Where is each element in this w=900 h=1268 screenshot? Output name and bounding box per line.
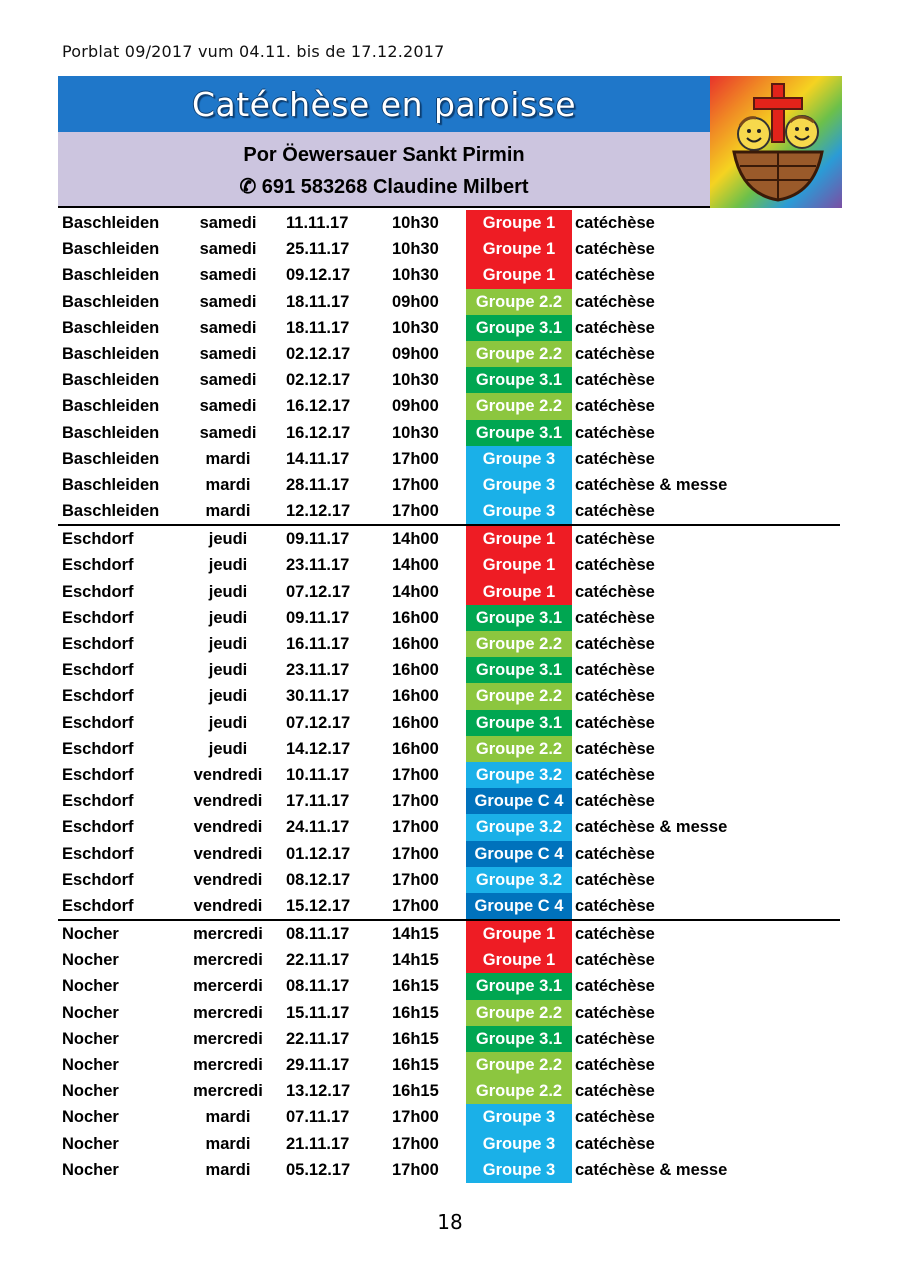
table-row bbox=[58, 552, 840, 578]
place-cell: Baschleiden bbox=[62, 449, 160, 468]
table-row bbox=[58, 867, 840, 893]
parish-name: Por Öewersauer Sankt Pirmin bbox=[243, 144, 525, 166]
place-cell: Baschleiden bbox=[62, 214, 160, 232]
date-cell: 02.12.17 bbox=[286, 371, 351, 390]
time-cell: 17h00 bbox=[392, 1134, 439, 1153]
day-cell: vendredi bbox=[193, 870, 263, 889]
contact-phone: 691 583268 Claudine Milbert bbox=[261, 176, 529, 198]
date-cell: 02.12.17 bbox=[286, 344, 351, 363]
table-row bbox=[58, 498, 840, 524]
date-cell: 12.12.17 bbox=[286, 502, 351, 521]
time-cell: 14h15 bbox=[392, 951, 439, 970]
table-row bbox=[58, 315, 840, 341]
place-cell: Baschleiden bbox=[62, 266, 160, 285]
group-badge: Groupe 3 bbox=[466, 1104, 572, 1130]
activity-cell: catéchèse & messe bbox=[575, 818, 728, 837]
time-cell: 14h15 bbox=[392, 925, 439, 944]
table-row bbox=[58, 341, 840, 367]
place-cell: Baschleiden bbox=[62, 502, 160, 521]
place-cell: Nocher bbox=[62, 951, 119, 970]
date-cell: 09.11.17 bbox=[286, 530, 350, 549]
table-row bbox=[58, 841, 840, 867]
day-cell: jeudi bbox=[208, 739, 248, 758]
activity-cell: catéchèse bbox=[575, 582, 655, 601]
time-cell: 10h30 bbox=[392, 423, 439, 442]
date-cell: 29.11.17 bbox=[286, 1056, 350, 1074]
place-cell: Eschdorf bbox=[62, 530, 134, 549]
group-badge: Groupe 3.1 bbox=[466, 605, 572, 631]
table-row bbox=[58, 236, 840, 262]
table-row bbox=[58, 657, 840, 683]
table-row bbox=[58, 262, 840, 288]
place-cell: Baschleiden bbox=[62, 423, 160, 442]
group-badge: Groupe 3.1 bbox=[466, 420, 572, 446]
boat-cross-children-logo bbox=[710, 76, 842, 208]
place-cell: Baschleiden bbox=[62, 318, 160, 337]
contact-banner bbox=[58, 132, 710, 208]
group-badge: Groupe 3.1 bbox=[466, 657, 572, 683]
group-badge: Groupe 1 bbox=[466, 210, 572, 236]
group-badge: Groupe 3.2 bbox=[466, 867, 572, 893]
table-row bbox=[58, 446, 840, 472]
place-cell: Baschleiden bbox=[62, 475, 160, 494]
time-cell: 17h00 bbox=[392, 818, 439, 837]
time-cell: 09h00 bbox=[392, 292, 439, 311]
day-cell: mercredi bbox=[193, 1003, 263, 1022]
page-title: Catéchèse en paroisse bbox=[191, 84, 577, 124]
activity-cell: catéchèse bbox=[575, 397, 655, 416]
table-row bbox=[58, 1104, 840, 1130]
date-cell: 09.11.17 bbox=[286, 608, 350, 627]
time-cell: 14h00 bbox=[392, 556, 439, 575]
date-cell: 14.11.17 bbox=[286, 449, 350, 468]
day-cell: samedi bbox=[199, 423, 257, 442]
group-badge: Groupe 2.2 bbox=[466, 341, 572, 367]
phone-icon: ✆ bbox=[239, 176, 257, 198]
group-badge: Groupe 2.2 bbox=[466, 1052, 572, 1078]
table-row bbox=[58, 1052, 840, 1078]
table-row bbox=[58, 1026, 840, 1052]
time-cell: 16h00 bbox=[392, 713, 439, 732]
time-cell: 17h00 bbox=[392, 792, 439, 811]
time-cell: 17h00 bbox=[392, 896, 439, 915]
date-cell: 24.11.17 bbox=[286, 818, 350, 837]
table-row bbox=[58, 289, 840, 315]
place-cell: Baschleiden bbox=[62, 344, 160, 363]
activity-cell: catéchèse bbox=[575, 371, 655, 390]
day-cell: mardi bbox=[205, 1108, 251, 1127]
time-cell: 16h00 bbox=[392, 687, 439, 706]
place-cell: Eschdorf bbox=[62, 556, 134, 575]
day-cell: mercredi bbox=[193, 1082, 263, 1101]
group-badge: Groupe 3.2 bbox=[466, 814, 572, 840]
date-cell: 15.11.17 bbox=[286, 1003, 350, 1022]
day-cell: mercerdi bbox=[193, 977, 263, 996]
table-row bbox=[58, 1157, 840, 1183]
group-badge: Groupe 3 bbox=[466, 1131, 572, 1157]
day-cell: jeudi bbox=[208, 661, 248, 680]
day-cell: vendredi bbox=[193, 765, 263, 784]
activity-cell: catéchèse bbox=[575, 792, 655, 811]
place-cell: Nocher bbox=[62, 1082, 119, 1101]
group-badge: Groupe 3.1 bbox=[466, 315, 572, 341]
activity-cell: catéchèse bbox=[575, 635, 655, 653]
day-cell: mercredi bbox=[193, 1056, 263, 1074]
place-cell: Eschdorf bbox=[62, 870, 134, 889]
table-row bbox=[58, 947, 840, 973]
place-cell: Eschdorf bbox=[62, 818, 134, 837]
place-cell: Eschdorf bbox=[62, 661, 134, 680]
date-cell: 15.12.17 bbox=[286, 896, 351, 915]
group-badge: Groupe 3.1 bbox=[466, 710, 572, 736]
time-cell: 14h00 bbox=[392, 582, 439, 601]
date-cell: 14.12.17 bbox=[286, 739, 351, 758]
activity-cell: catéchèse bbox=[575, 844, 655, 863]
date-cell: 23.11.17 bbox=[286, 661, 350, 680]
activity-cell: catéchèse bbox=[575, 1029, 655, 1048]
date-cell: 23.11.17 bbox=[286, 556, 350, 575]
date-cell: 21.11.17 bbox=[286, 1134, 350, 1153]
time-cell: 17h00 bbox=[392, 475, 439, 494]
group-badge: Groupe C 4 bbox=[466, 893, 572, 919]
group-badge: Groupe C 4 bbox=[466, 841, 572, 867]
date-cell: 16.12.17 bbox=[286, 397, 351, 416]
group-badge: Groupe 2.2 bbox=[466, 683, 572, 709]
time-cell: 09h00 bbox=[392, 397, 439, 416]
time-cell: 16h15 bbox=[392, 1003, 439, 1022]
date-cell: 16.11.17 bbox=[286, 635, 350, 653]
day-cell: vendredi bbox=[193, 818, 263, 837]
table-row bbox=[58, 683, 840, 709]
activity-cell: catéchèse bbox=[575, 344, 655, 363]
place-cell: Nocher bbox=[62, 1160, 119, 1179]
table-row bbox=[58, 919, 840, 947]
day-cell: jeudi bbox=[208, 556, 248, 575]
time-cell: 17h00 bbox=[392, 870, 439, 889]
date-cell: 07.12.17 bbox=[286, 582, 351, 601]
table-row bbox=[58, 736, 840, 762]
place-cell: Nocher bbox=[62, 1108, 119, 1127]
time-cell: 17h00 bbox=[392, 1160, 439, 1179]
table-row bbox=[58, 1000, 840, 1026]
time-cell: 17h00 bbox=[392, 449, 439, 468]
group-badge: Groupe 1 bbox=[466, 526, 572, 552]
day-cell: jeudi bbox=[208, 713, 248, 732]
activity-cell: catéchèse & messe bbox=[575, 1160, 728, 1179]
date-cell: 16.12.17 bbox=[286, 423, 351, 442]
date-cell: 28.11.17 bbox=[286, 475, 350, 494]
place-cell: Nocher bbox=[62, 1003, 119, 1022]
place-cell: Nocher bbox=[62, 1134, 119, 1153]
activity-cell: catéchèse bbox=[575, 292, 655, 311]
time-cell: 10h30 bbox=[392, 240, 439, 259]
place-cell: Nocher bbox=[62, 977, 119, 996]
table-row bbox=[58, 579, 840, 605]
place-cell: Nocher bbox=[62, 925, 119, 944]
group-badge: Groupe 3.2 bbox=[466, 762, 572, 788]
time-cell: 16h00 bbox=[392, 608, 439, 627]
activity-cell: catéchèse & messe bbox=[575, 475, 728, 494]
day-cell: samedi bbox=[199, 397, 257, 416]
table-row bbox=[58, 367, 840, 393]
activity-cell: catéchèse bbox=[575, 240, 655, 259]
activity-cell: catéchèse bbox=[575, 449, 655, 468]
activity-cell: catéchèse bbox=[575, 1082, 655, 1101]
place-cell: Baschleiden bbox=[62, 292, 160, 311]
activity-cell: catéchèse bbox=[575, 951, 655, 970]
day-cell: jeudi bbox=[208, 582, 248, 601]
place-cell: Eschdorf bbox=[62, 792, 134, 811]
table-row bbox=[58, 393, 840, 419]
place-cell: Eschdorf bbox=[62, 635, 134, 653]
time-cell: 09h00 bbox=[392, 344, 439, 363]
activity-cell: catéchèse bbox=[575, 214, 655, 232]
time-cell: 14h00 bbox=[392, 530, 439, 549]
place-cell: Eschdorf bbox=[62, 896, 134, 915]
day-cell: mardi bbox=[205, 449, 251, 468]
title-banner bbox=[58, 76, 710, 132]
group-badge: Groupe 3 bbox=[466, 498, 572, 524]
place-cell: Nocher bbox=[62, 1056, 119, 1074]
group-badge: Groupe 2.2 bbox=[466, 393, 572, 419]
place-cell: Eschdorf bbox=[62, 608, 134, 627]
day-cell: samedi bbox=[199, 214, 257, 232]
group-badge: Groupe 1 bbox=[466, 236, 572, 262]
table-row bbox=[58, 605, 840, 631]
table-row bbox=[58, 1078, 840, 1104]
place-cell: Baschleiden bbox=[62, 397, 160, 416]
group-badge: Groupe 1 bbox=[466, 579, 572, 605]
activity-cell: catéchèse bbox=[575, 530, 655, 549]
time-cell: 10h30 bbox=[392, 214, 439, 232]
time-cell: 10h30 bbox=[392, 318, 439, 337]
date-cell: 01.12.17 bbox=[286, 844, 351, 863]
time-cell: 16h15 bbox=[392, 1082, 439, 1101]
date-cell: 30.11.17 bbox=[286, 687, 350, 706]
activity-cell: catéchèse bbox=[575, 266, 655, 285]
activity-cell: catéchèse bbox=[575, 661, 655, 680]
activity-cell: catéchèse bbox=[575, 1134, 655, 1153]
date-cell: 07.12.17 bbox=[286, 713, 351, 732]
group-badge: Groupe 3.1 bbox=[466, 367, 572, 393]
place-cell: Eschdorf bbox=[62, 765, 134, 784]
day-cell: mardi bbox=[205, 502, 251, 521]
day-cell: mardi bbox=[205, 475, 251, 494]
date-cell: 17.11.17 bbox=[286, 792, 350, 811]
date-cell: 09.12.17 bbox=[286, 266, 351, 285]
group-badge: Groupe 2.2 bbox=[466, 1000, 572, 1026]
date-cell: 13.12.17 bbox=[286, 1082, 351, 1101]
place-cell: Eschdorf bbox=[62, 739, 134, 758]
table-row bbox=[58, 472, 840, 498]
activity-cell: catéchèse bbox=[575, 556, 655, 575]
group-badge: Groupe 2.2 bbox=[466, 289, 572, 315]
day-cell: mercredi bbox=[193, 1029, 263, 1048]
activity-cell: catéchèse bbox=[575, 687, 655, 706]
place-cell: Baschleiden bbox=[62, 371, 160, 390]
time-cell: 10h30 bbox=[392, 266, 439, 285]
table-row bbox=[58, 420, 840, 446]
day-cell: mercredi bbox=[193, 925, 263, 944]
day-cell: samedi bbox=[199, 292, 257, 311]
time-cell: 16h15 bbox=[392, 977, 439, 996]
activity-cell: catéchèse bbox=[575, 502, 655, 521]
contact-line bbox=[58, 174, 710, 199]
table-row bbox=[58, 210, 840, 236]
date-cell: 11.11.17 bbox=[286, 214, 349, 232]
date-cell: 25.11.17 bbox=[286, 240, 350, 259]
time-cell: 16h15 bbox=[392, 1056, 439, 1074]
date-cell: 05.12.17 bbox=[286, 1160, 351, 1179]
day-cell: samedi bbox=[199, 371, 257, 390]
day-cell: jeudi bbox=[208, 530, 248, 549]
date-cell: 10.11.17 bbox=[286, 765, 350, 784]
date-cell: 22.11.17 bbox=[286, 951, 350, 970]
day-cell: mardi bbox=[205, 1160, 251, 1179]
group-badge: Groupe 1 bbox=[466, 552, 572, 578]
page-number: 18 bbox=[437, 1210, 463, 1234]
table-row bbox=[58, 710, 840, 736]
activity-cell: catéchèse bbox=[575, 925, 655, 944]
day-cell: samedi bbox=[199, 344, 257, 363]
table-row bbox=[58, 814, 840, 840]
table-row bbox=[58, 788, 840, 814]
place-cell: Eschdorf bbox=[62, 713, 134, 732]
activity-cell: catéchèse bbox=[575, 870, 655, 889]
day-cell: jeudi bbox=[208, 687, 248, 706]
date-cell: 08.11.17 bbox=[286, 925, 350, 944]
table-row bbox=[58, 1131, 840, 1157]
group-badge: Groupe 3 bbox=[466, 446, 572, 472]
date-cell: 08.11.17 bbox=[286, 977, 350, 996]
group-badge: Groupe 1 bbox=[466, 921, 572, 947]
activity-cell: catéchèse bbox=[575, 1003, 655, 1022]
date-cell: 18.11.17 bbox=[286, 292, 350, 311]
table-row bbox=[58, 524, 840, 552]
day-cell: vendredi bbox=[193, 792, 263, 811]
place-cell: Eschdorf bbox=[62, 582, 134, 601]
day-cell: vendredi bbox=[193, 844, 263, 863]
day-cell: samedi bbox=[199, 266, 257, 285]
place-cell: Eschdorf bbox=[62, 844, 134, 863]
catechesis-logo bbox=[710, 76, 842, 208]
time-cell: 16h15 bbox=[392, 1029, 439, 1048]
day-cell: mercredi bbox=[193, 951, 263, 970]
date-cell: 18.11.17 bbox=[286, 318, 350, 337]
table-row bbox=[58, 973, 840, 999]
activity-cell: catéchèse bbox=[575, 739, 655, 758]
activity-cell: catéchèse bbox=[575, 765, 655, 784]
table-row bbox=[58, 893, 840, 919]
place-cell: Baschleiden bbox=[62, 240, 160, 259]
group-badge: Groupe 3 bbox=[466, 1157, 572, 1183]
activity-cell: catéchèse bbox=[575, 896, 655, 915]
group-badge: Groupe 1 bbox=[466, 262, 572, 288]
day-cell: samedi bbox=[199, 240, 257, 259]
group-badge: Groupe 2.2 bbox=[466, 631, 572, 657]
activity-cell: catéchèse bbox=[575, 423, 655, 442]
time-cell: 16h00 bbox=[392, 635, 439, 653]
bulletin-header: Porblat 09/2017 vum 04.11. bis de 17.12.2017 bbox=[62, 42, 445, 61]
day-cell: jeudi bbox=[208, 608, 248, 627]
time-cell: 17h00 bbox=[392, 1108, 439, 1127]
time-cell: 17h00 bbox=[392, 844, 439, 863]
day-cell: jeudi bbox=[208, 635, 248, 653]
group-badge: Groupe 3 bbox=[466, 472, 572, 498]
activity-cell: catéchèse bbox=[575, 977, 655, 996]
activity-cell: catéchèse bbox=[575, 713, 655, 732]
day-cell: mardi bbox=[205, 1134, 251, 1153]
schedule-table bbox=[58, 210, 840, 1183]
place-cell: Nocher bbox=[62, 1029, 119, 1048]
date-cell: 08.12.17 bbox=[286, 870, 351, 889]
activity-cell: catéchèse bbox=[575, 1056, 655, 1074]
activity-cell: catéchèse bbox=[575, 318, 655, 337]
group-badge: Groupe 3.1 bbox=[466, 973, 572, 999]
date-cell: 22.11.17 bbox=[286, 1029, 350, 1048]
group-badge: Groupe C 4 bbox=[466, 788, 572, 814]
table-row bbox=[58, 631, 840, 657]
place-cell: Eschdorf bbox=[62, 687, 134, 706]
time-cell: 17h00 bbox=[392, 765, 439, 784]
group-badge: Groupe 2.2 bbox=[466, 736, 572, 762]
activity-cell: catéchèse bbox=[575, 608, 655, 627]
day-cell: samedi bbox=[199, 318, 257, 337]
time-cell: 16h00 bbox=[392, 661, 439, 680]
table-row bbox=[58, 762, 840, 788]
day-cell: vendredi bbox=[193, 896, 263, 915]
group-badge: Groupe 2.2 bbox=[466, 1078, 572, 1104]
activity-cell: catéchèse bbox=[575, 1108, 655, 1127]
date-cell: 07.11.17 bbox=[286, 1108, 350, 1127]
time-cell: 16h00 bbox=[392, 739, 439, 758]
group-badge: Groupe 1 bbox=[466, 947, 572, 973]
time-cell: 17h00 bbox=[392, 502, 439, 521]
time-cell: 10h30 bbox=[392, 371, 439, 390]
group-badge: Groupe 3.1 bbox=[466, 1026, 572, 1052]
